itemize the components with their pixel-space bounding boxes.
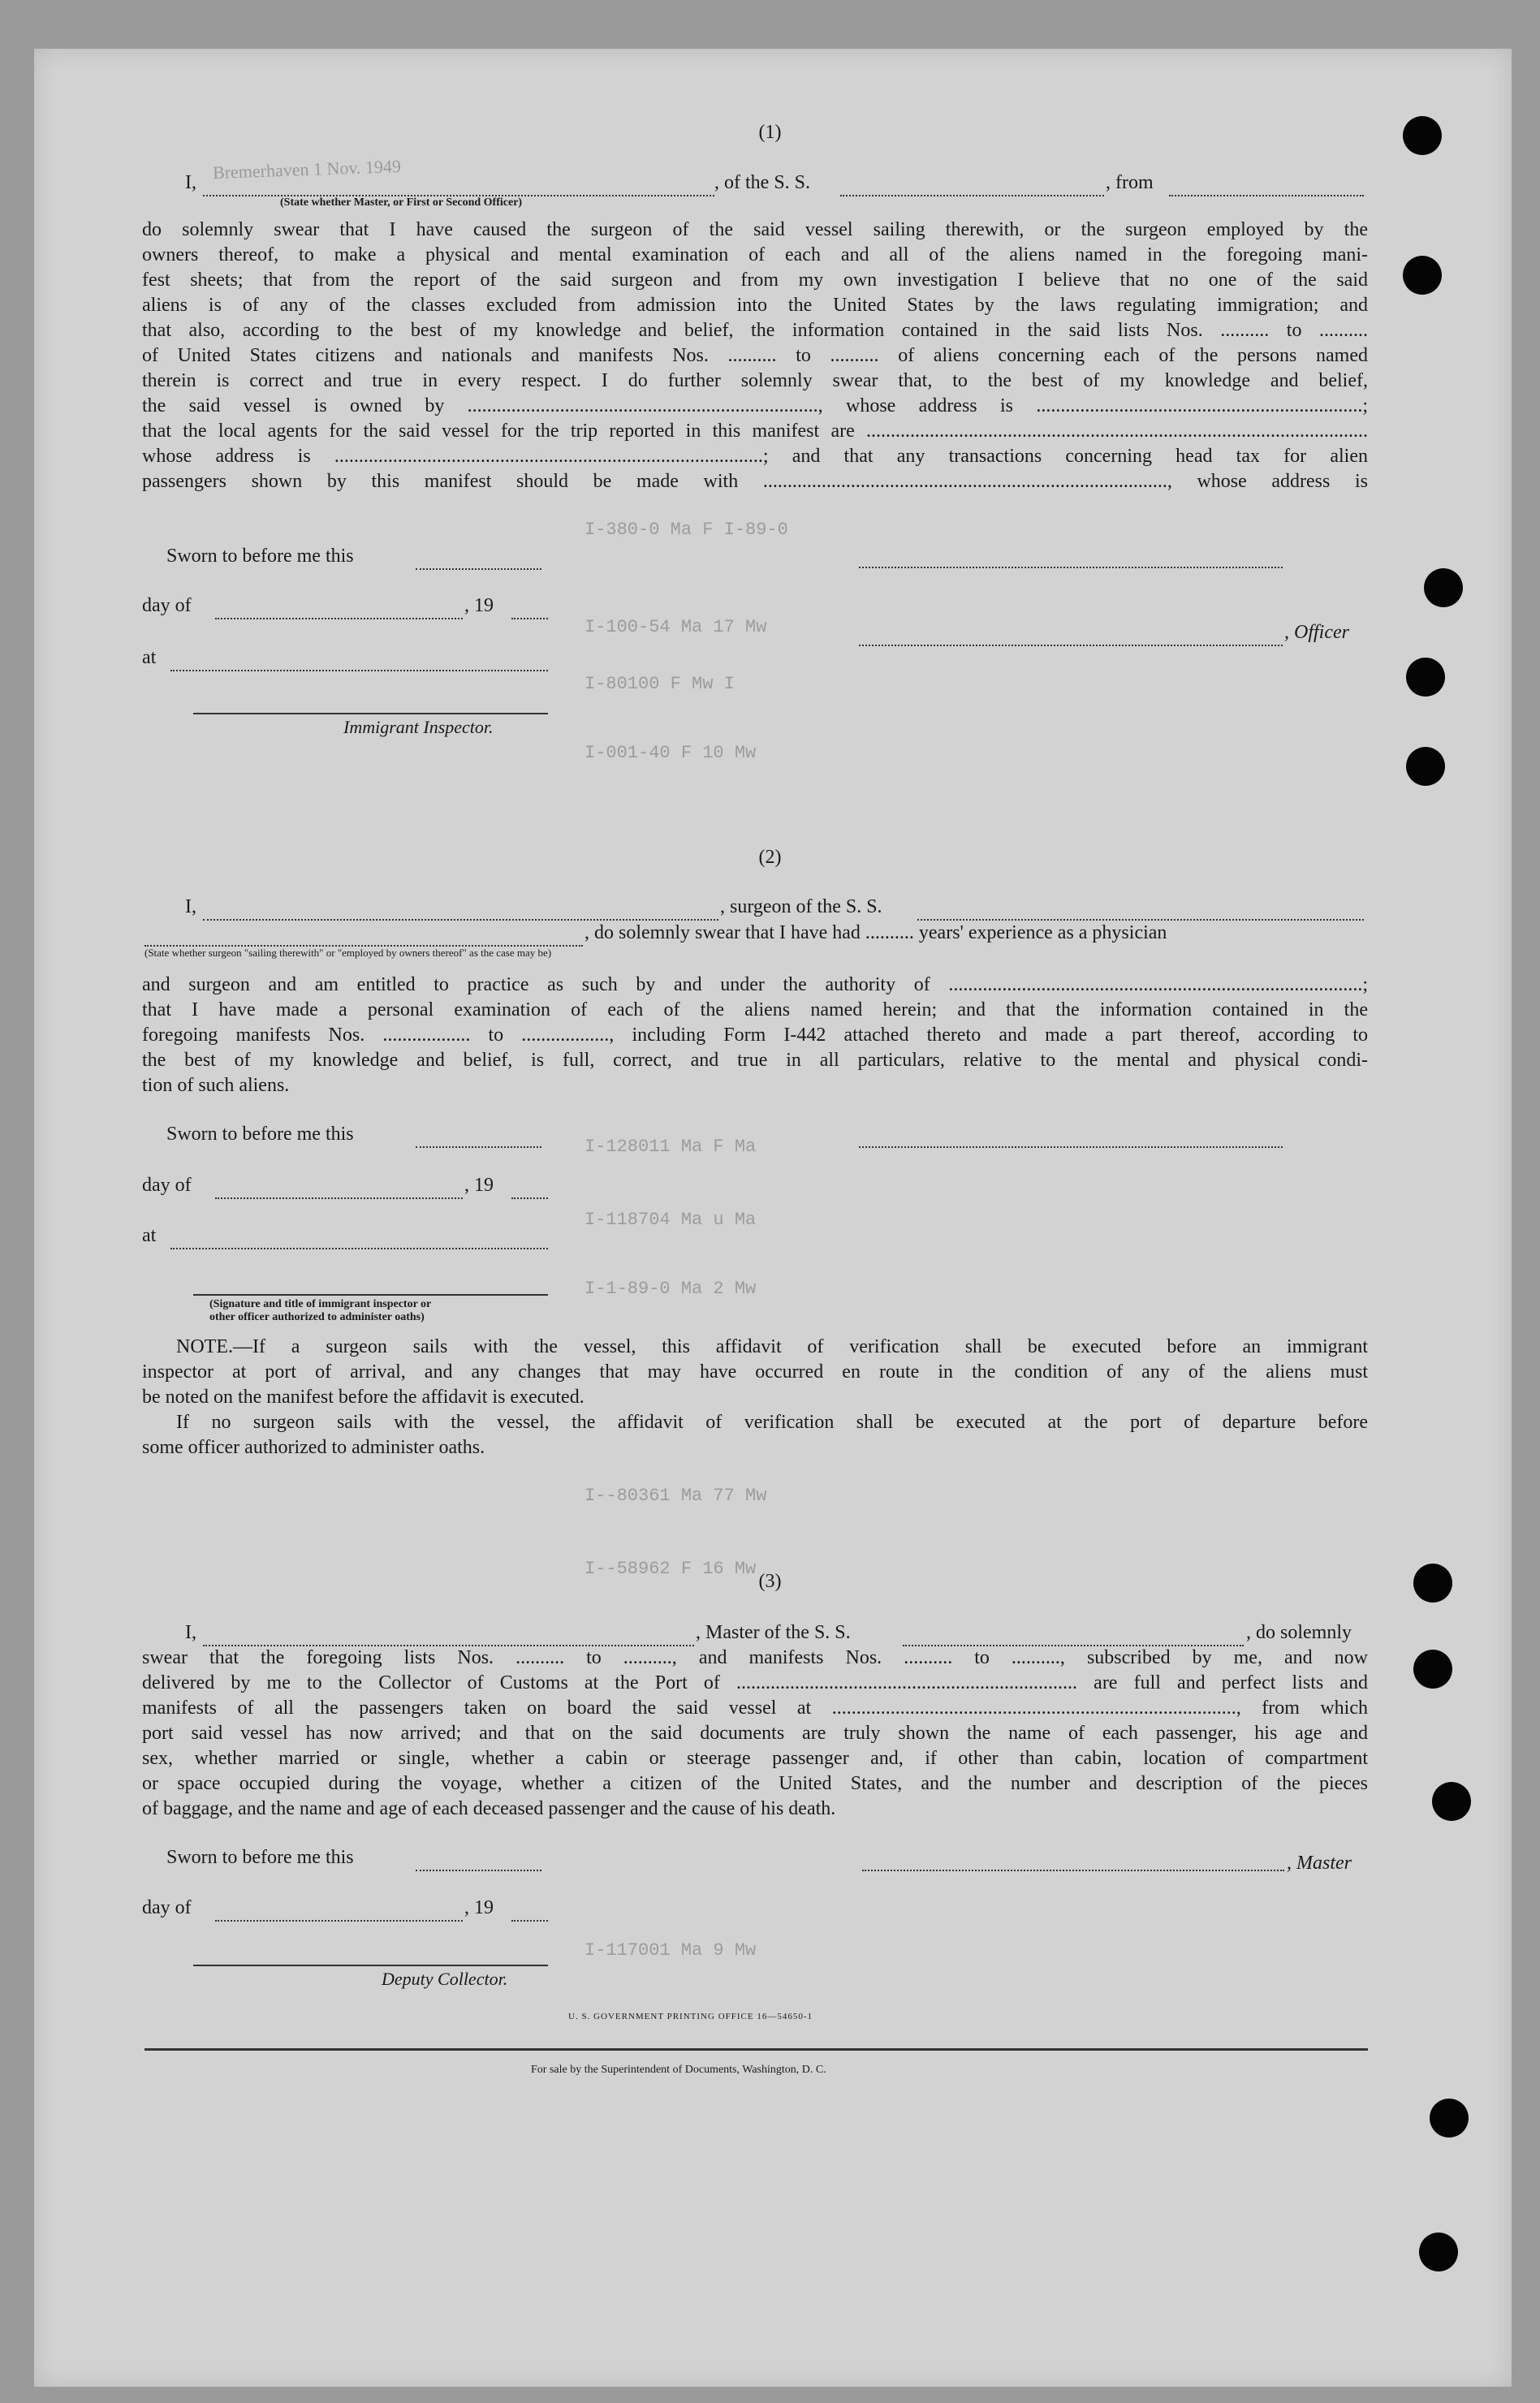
affidavit-line: passengers shown by this manifest should be made with ..................................................................................., whose address is: [142, 471, 1368, 492]
affidavit-line: whose address is ........................................................................................; and that any transactions concerning head tax for alien: [142, 446, 1368, 467]
surgeon-affidavit-line: foregoing manifests Nos. .................. to .................., including Form I-442 attached thereto and made a part thereof, according to: [142, 1025, 1368, 1046]
master-name-blank: [203, 1630, 694, 1646]
surgeon-type-blank: [145, 930, 583, 947]
master-name-prefix: I,: [185, 1622, 196, 1643]
punch-hole: [1406, 747, 1445, 786]
surgeon-oath-line: , do solemnly swear that I have had .......... years' experience as a physician: [585, 922, 1167, 943]
bleed-through-text: I-1-89-0 Ma 2 Mw: [585, 1279, 757, 1299]
master-affidavit-line: or space occupied during the voyage, whether a citizen of the United States, and the number and description of the pieces: [142, 1773, 1368, 1794]
affidavit-line: fest sheets; that from the report of the said surgeon and from my own investigation I believe that no one of the said: [142, 270, 1368, 291]
bleed-through-text: I-80100 F Mw I: [585, 674, 735, 694]
year-blank: [511, 1905, 548, 1922]
year-label: , 19: [464, 1175, 494, 1196]
master-signature-blank: [862, 1855, 1284, 1871]
surgeon-signature-blank: [859, 1132, 1283, 1148]
collector-title: Deputy Collector.: [382, 1969, 508, 1989]
sworn-blank: [416, 1132, 541, 1148]
year-blank: [511, 1183, 548, 1199]
affidavit-line: do solemnly swear that I have caused the surgeon of the said vessel sailing therewith, or the surgeon employed by the: [142, 219, 1368, 240]
bleed-through-text: I-001-40 F 10 Mw: [585, 743, 757, 763]
officer-name-blank: [203, 180, 714, 196]
affidavit-line: owners thereof, to make a physical and mental examination of each and all of the aliens named in the foregoing mani-: [142, 244, 1368, 265]
day-of-label: day of: [142, 1175, 192, 1196]
of-ss-label: , of the S. S.: [714, 172, 811, 193]
master-title: , Master: [1287, 1853, 1352, 1874]
day-of-label: day of: [142, 1897, 192, 1918]
officer-signature-blank: [859, 630, 1283, 646]
day-of-label: day of: [142, 595, 192, 616]
surgeon-name-blank: [203, 904, 718, 921]
officer-note: (State whether Master, or First or Second Officer): [280, 196, 523, 209]
sworn-label: Sworn to before me this: [166, 1847, 354, 1868]
punch-hole: [1406, 658, 1445, 697]
bleed-through-text: I-380-0 Ma F I-89-0: [585, 520, 788, 540]
at-blank: [170, 655, 548, 671]
master-signature-blank: [859, 552, 1283, 568]
master-affidavit-line: delivered by me to the Collector of Customs at the Port of ...................................................................... are full and perfect lists and: [142, 1672, 1368, 1693]
day-blank: [215, 1183, 463, 1199]
signature-note: other officer authorized to administer oaths): [209, 1311, 425, 1323]
gpo-imprint: U. S. GOVERNMENT PRINTING OFFICE 16—54650-1: [568, 2012, 813, 2021]
at-label: at: [142, 647, 157, 668]
master-affidavit-line: sex, whether married or single, whether a cabin or steerage passenger and, if other than cabin, location of compartment: [142, 1748, 1368, 1769]
inspector-title: Immigrant Inspector.: [343, 717, 494, 737]
year-label: , 19: [464, 1897, 494, 1918]
master-affidavit-line: port said vessel has now arrived; and that on the said documents are truly shown the name of each passenger, his age and: [142, 1723, 1368, 1744]
sworn-label: Sworn to before me this: [166, 1124, 354, 1145]
note-line: some officer authorized to administer oaths.: [142, 1437, 485, 1458]
year-label: , 19: [464, 595, 494, 616]
bleed-through-text: I-128011 Ma F Ma: [585, 1137, 757, 1157]
note-line: inspector at port of arrival, and any changes that may have occurred en route in the condition of any of the aliens must: [142, 1361, 1368, 1383]
surgeon-vessel-blank: [917, 904, 1364, 921]
section-number: (2): [758, 847, 782, 868]
section-number: (1): [758, 122, 782, 143]
collector-signature-line: [193, 1965, 548, 1966]
signature-line: [193, 1294, 548, 1296]
year-blank: [511, 603, 548, 619]
vessel-name-blank: [840, 180, 1104, 196]
punch-hole: [1430, 2099, 1469, 2138]
affidavit-line: the said vessel is owned by ........................................................................, whose address is ...................................................................;: [142, 395, 1368, 416]
note-line: If no surgeon sails with the vessel, the affidavit of verification shall be executed at the port of departure before: [176, 1412, 1368, 1433]
note-line: NOTE.—If a surgeon sails with the vessel, this affidavit of verification shall be executed before an immigrant: [176, 1336, 1368, 1357]
affidavit-line: of United States citizens and nationals and manifests Nos. .......... to .......... of aliens concerning each of the persons named: [142, 345, 1368, 366]
date-stamp: Bremerhaven 1 Nov. 1949: [212, 155, 402, 183]
surgeon-note: (State whether surgeon "sailing therewith" or "employed by owners thereof" as the case may be): [145, 947, 552, 959]
from-label: , from: [1106, 172, 1154, 193]
bleed-through-text: I-118704 Ma u Ma: [585, 1210, 757, 1230]
punch-hole: [1413, 1650, 1452, 1689]
bleed-through-text: I-117001 Ma 9 Mw: [585, 1940, 757, 1961]
sworn-label: Sworn to before me this: [166, 546, 354, 567]
affidavit-line: therein is correct and true in every respect. I do further solemnly swear that, to the best of my knowledge and belief,: [142, 370, 1368, 391]
punch-hole: [1419, 2233, 1458, 2271]
bleed-through-text: I-100-54 Ma 17 Mw: [585, 617, 767, 637]
day-blank: [215, 1905, 463, 1922]
punch-hole: [1432, 1782, 1471, 1821]
surgeon-affidavit-line: that I have made a personal examination of each of the aliens named herein; and that the information contained in the: [142, 999, 1368, 1020]
surgeon-name-prefix: I,: [185, 896, 196, 917]
master-affidavit-line: of baggage, and the name and age of each deceased passenger and the cause of his death.: [142, 1798, 836, 1819]
master-affidavit-line: swear that the foregoing lists Nos. .......... to .........., and manifests Nos. .......... to .........., subscribed by me, and now: [142, 1647, 1368, 1668]
at-label: at: [142, 1225, 157, 1246]
master-affidavit-line: manifests of all the passengers taken on board the said vessel at ..................................................................................., from which: [142, 1698, 1368, 1719]
affidavit-line: aliens is of any of the classes excluded from admission into the United States by the laws regulating immigration; and: [142, 295, 1368, 316]
bleed-through-text: I--80361 Ma 77 Mw: [585, 1486, 767, 1506]
punch-hole: [1403, 256, 1442, 295]
inspector-signature-line: [193, 713, 548, 714]
sale-notice: For sale by the Superintendent of Documents, Washington, D. C.: [531, 2064, 826, 2076]
bleed-through-text: I--58962 F 16 Mw: [585, 1559, 757, 1579]
officer-title: , Officer: [1284, 622, 1349, 643]
surgeon-affidavit-line: tion of such aliens.: [142, 1075, 290, 1096]
sworn-blank: [416, 1855, 541, 1871]
master-vessel-blank: [903, 1630, 1244, 1646]
surgeon-of-label: , surgeon of the S. S.: [720, 896, 882, 917]
affidavit-line: that the local agents for the said vessel for the trip reported in this manifest are .......................................................................................................: [142, 421, 1368, 442]
officer-name-prefix: I,: [185, 172, 196, 193]
affidavit-line: that also, according to the best of my knowledge and belief, the information contained in the said lists Nos. .......... to ..........: [142, 320, 1368, 341]
from-port-blank: [1169, 180, 1364, 196]
solemnly-label: , do solemnly: [1246, 1622, 1352, 1643]
punch-hole: [1424, 568, 1463, 607]
surgeon-affidavit-line: the best of my knowledge and belief, is full, correct, and true in all particulars, relative to the mental and physical condi-: [142, 1050, 1368, 1071]
note-line: be noted on the manifest before the affidavit is executed.: [142, 1387, 585, 1408]
at-blank: [170, 1233, 548, 1249]
master-of-label: , Master of the S. S.: [696, 1622, 851, 1643]
section-number: (3): [758, 1571, 782, 1592]
signature-note: (Signature and title of immigrant inspector or: [209, 1298, 432, 1310]
footer-rule: [145, 2048, 1368, 2051]
day-blank: [215, 603, 463, 619]
sworn-blank: [416, 554, 541, 570]
surgeon-affidavit-line: and surgeon and am entitled to practice as such by and under the authority of .....................................................................................;: [142, 974, 1368, 995]
